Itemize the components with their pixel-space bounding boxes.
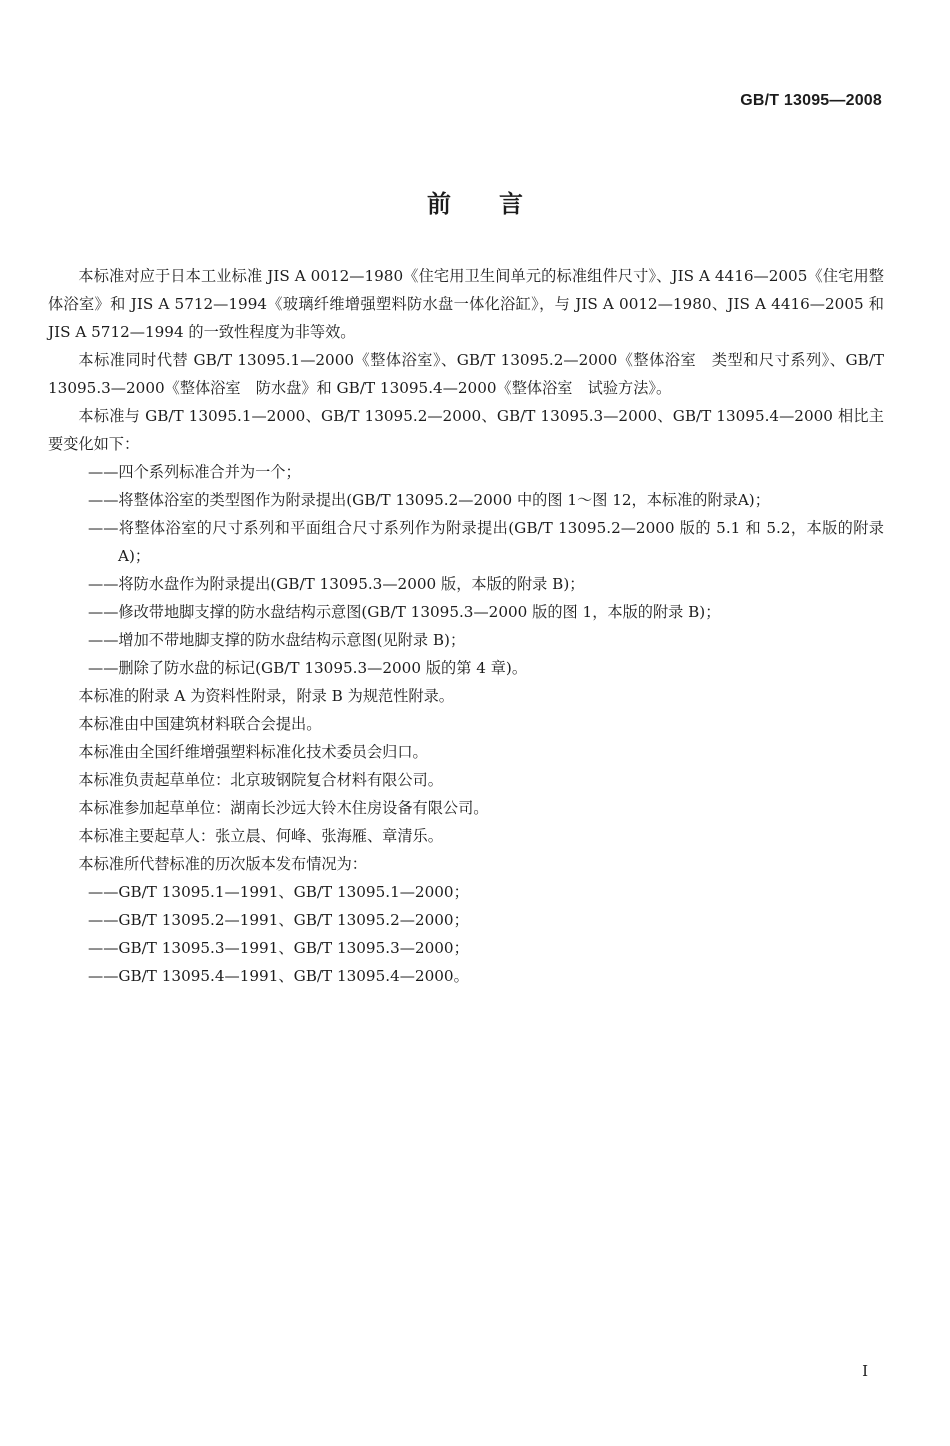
history-item: ——GB/T 13095.3—1991、GB/T 13095.3—2000； (88, 939, 469, 957)
page-number: I (862, 1362, 868, 1380)
change-item: ——四个系列标准合并为一个； (88, 463, 301, 481)
page-title (0, 184, 950, 219)
history-item: ——GB/T 13095.1—1991、GB/T 13095.1—2000； (88, 883, 469, 901)
standard-code: GB/T 13095—2008 (740, 92, 882, 109)
change-item: ——修改带地脚支撑的防水盘结构示意图(GB/T 13095.3—2000 版的图 1，本版的附录 B)； (88, 603, 721, 621)
change-item: ——增加不带地脚支撑的防水盘结构示意图(见附录 B)； (88, 631, 466, 649)
paragraph-lead-drafter: 本标准负责起草单位：北京玻钢院复合材料有限公司。 (78, 771, 443, 789)
change-item: ——删除了防水盘的标记(GB/T 13095.3—2000 版的第 4 章)。 (88, 659, 528, 677)
change-item: ——将防水盘作为附录提出(GB/T 13095.3—2000 版，本版的附录 B)； (88, 575, 585, 593)
change-item: ——将整体浴室的类型图作为附录提出(GB/T 13095.2—2000 中的图 1～图 12，本标准的附录A)； (88, 491, 770, 509)
title-char-1: 前 (427, 190, 451, 218)
paragraph-history-intro: 本标准所代替标准的历次版本发布情况为： (78, 855, 367, 873)
title-char-2: 言 (499, 190, 523, 218)
paragraph-drafters: 本标准主要起草人：张立晨、何峰、张海雁、章清乐。 (78, 827, 443, 845)
change-item: ——将整体浴室的尺寸系列和平面组合尺寸系列作为附录提出(GB/T 13095.2—2000 版的 5.1 和 5.2，本版的附录 A)； (88, 519, 884, 565)
history-item: ——GB/T 13095.4—1991、GB/T 13095.4—2000。 (88, 967, 469, 985)
paragraph-replaces: 本标准同时代替 GB/T 13095.1—2000《整体浴室》、GB/T 13095.2—2000《整体浴室 类型和尺寸系列》、GB/T 13095.3—2000《整体浴室 防水盘》和 GB/T 13095.4—2000《整体浴室 试验方法》。 (48, 351, 884, 397)
paragraph-annexes: 本标准的附录 A 为资料性附录，附录 B 为规范性附录。 (78, 687, 454, 705)
history-item: ——GB/T 13095.2—1991、GB/T 13095.2—2000； (88, 911, 469, 929)
paragraph-participating-drafter: 本标准参加起草单位：湖南长沙远大铃木住房设备有限公司。 (78, 799, 489, 817)
paragraph-proposed-by: 本标准由中国建筑材料联合会提出。 (78, 715, 322, 733)
paragraph-correspondence: 本标准对应于日本工业标准 JIS A 0012—1980《住宅用卫生间单元的标准组件尺寸》、JIS A 4416—2005《住宅用整体浴室》和 JIS A 5712—1994《玻璃纤维增强塑料防水盘一体化浴缸》，与 JIS A 0012—1980、JIS A 4416—2005 和 JIS A 5712—1994 的一致性程度为非等效。 (48, 267, 884, 341)
paragraph-administered-by: 本标准由全国纤维增强塑料标准化技术委员会归口。 (78, 743, 428, 761)
foreword-body (48, 262, 884, 990)
paragraph-changes-intro: 本标准与 GB/T 13095.1—2000、GB/T 13095.2—2000、GB/T 13095.3—2000、GB/T 13095.4—2000 相比主要变化如下： (48, 407, 884, 453)
